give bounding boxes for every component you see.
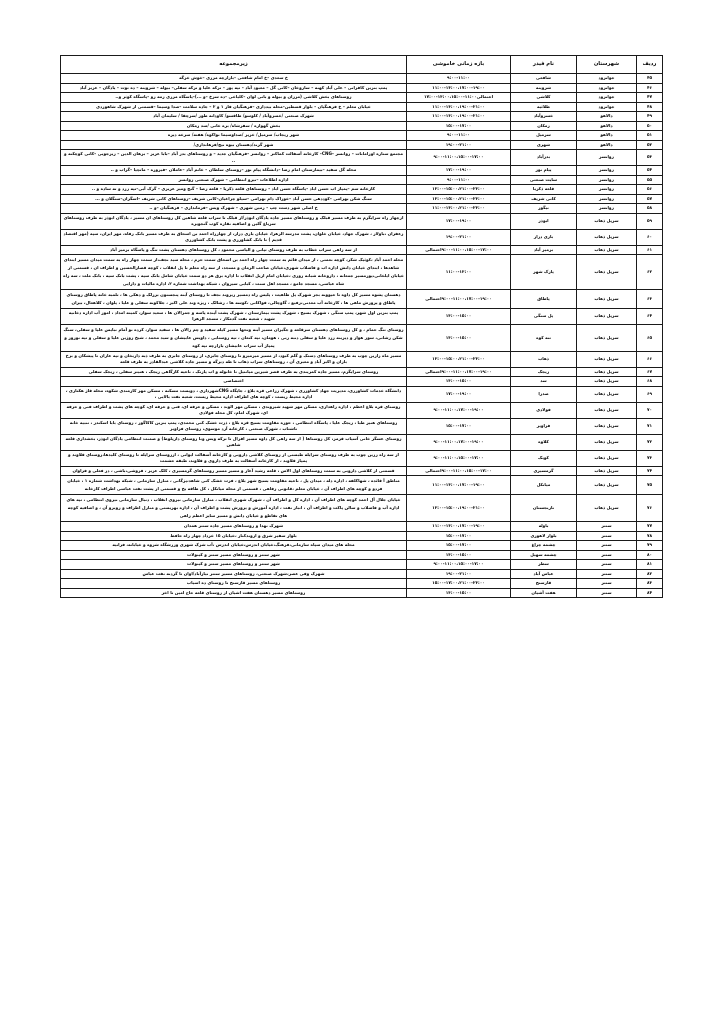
cell-subset: مسیر ماه زارین چوب به طرف روستاهای دستک و گلم کبود، از مسیر میرمیرو تا روستای جابری، از روستای جابری به طرف ذبه داربخان و تپه عاران تا پیشکان و برخ باران و اکبر آباد و معبری آن ، روستاهای سراب ذهاب تا طه دیزگه و مسیر جاده کلاشی عبدالقادر به طرف قلعه [61,351,407,367]
cell-radif: ۸۱ [637,560,663,570]
cell-shahrestan: سرپل ذهاب [577,402,637,418]
cell-radif: ۴۶ [637,83,663,93]
cell-shahrestan: سرپل ذهاب [577,324,637,351]
cell-time-range: ۱۳:۰۰-۱۵:۰۰ [407,377,511,387]
cell-radif: ۵۰ [637,121,663,131]
table-row [61,579,663,589]
cell-shahrestan: دالاهو [577,112,637,122]
cell-radif: ۷۴ [637,466,663,476]
table-row [61,102,663,112]
cell-radif: ۴۹ [637,112,663,122]
table-row [61,140,663,150]
table-row [61,367,663,377]
cell-shahrestan: سرپل ذهاب [577,377,637,387]
table-row [61,185,663,195]
table-row [61,531,663,541]
cell-radif: ۷۸ [637,531,663,541]
cell-time-range: ۱۷:۰۰-۱۹:۰۰ [407,386,511,402]
column-header-radif: ردیف [637,56,663,74]
cell-feeder-name: بازی دراز [511,229,577,245]
table-row [61,466,663,476]
cell-time-range: ۹:۰۰-۱۱:۰۰،۱۵:۰۰-۱۷:۰۰احتمالی [407,466,511,476]
cell-feeder-name: پل سنگی [511,308,577,324]
cell-radif: ۸۲ [637,569,663,579]
cell-feeder-name: صدرا [511,386,577,402]
cell-feeder-name: پیام نور [511,166,577,176]
cell-radif: ۶۱ [637,245,663,255]
cell-shahrestan: سرپل ذهاب [577,466,637,476]
cell-time-range: ۱۵:۰۰-۱۷:۰۰،۲۱:۰۰-۲۳:۰۰ [407,579,511,589]
cell-time-range: ۱۵:۰۰-۱۷:۰۰ [407,541,511,551]
cell-feeder-name: کانی شریف [511,194,577,204]
cell-shahrestan: سرپل ذهاب [577,434,637,450]
cell-radif: ۵۷ [637,194,663,204]
cell-time-range: ۱۱:۰۰-۱۳:۰۰،۱۷:۰۰-۱۹:۰۰ [407,476,511,495]
cell-time-range: ۱۱:۰۰-۱۳:۰۰،۱۷:۰۰-۱۹:۰۰ [407,522,511,532]
cell-feeder-name: باوله [511,522,577,532]
cell-shahrestan: جوانرود [577,93,637,103]
table-row [61,229,663,245]
cell-subset: شهرک نهدا و روستاهای مسیر جاده ستتر همدان [61,522,407,532]
cell-time-range: ۱۳:۰۰-۱۵:۰۰،۲۱:۰۰-۲۳:۰۰ [407,351,511,367]
cell-feeder-name: پارک شهر [511,255,577,290]
cell-feeder-name: سطر [511,560,577,570]
cell-subset: دهستان پشوه مسیر کل داوه تا حیوونه بجز شهرک پل طاهیت ، پلیس راه دمسیر ریزوند نجف تا روستای آبنه پنجستون برزلک و دهکی ها ، تلمبه خانه پاطاق روستای پاطاق و پرورش ماهی ها ، کارخانه آب معدنی،رفیع ، گاوچالی، فواکانی ،کوسه ها ، رشالک ، ریژه وند علی اکبر ، جلاکونه سفلی و علیا ، پلوان ، کلاهعال، بیران [61,289,407,308]
cell-feeder-name: کلاشی [511,93,577,103]
cell-shahrestan: جوانرود [577,102,637,112]
cell-time-range: ۱۹:۰۰-۲۱:۰۰ [407,569,511,579]
cell-time-range: ۱۵:۰۰-۱۷:۰۰ [407,531,511,541]
table-row [61,255,663,290]
table-row [61,289,663,308]
cell-shahrestan: سرپل ذهاب [577,418,637,434]
cell-subset: روستاهای مسیر دهستان هفت اشیان از روستای قلعه حاج امین تا اخر [61,588,407,598]
cell-subset: شهر ستتر و روستاهای مسیر ستتر و کینولات [61,550,407,560]
cell-feeder-name: ابوذر [511,213,577,229]
cell-shahrestan: روانسر [577,150,637,166]
cell-time-range: ۱۳:۰۰-۱۵:۰۰ [407,324,511,351]
cell-shahrestan: سرپل ذهاب [577,308,637,324]
cell-feeder-name: پاطاق [511,289,577,308]
table-row [61,569,663,579]
cell-subset: کارخانه سم –پمپاژ اب حسن اباد –پاسگاه حسن اباد – روستاهای قلعه ذکریا – قلعه رضا – گنج ومیر عزیزی – گرک آبی–تپه زرد و ته ساده و .. [61,185,407,195]
table-row [61,83,663,93]
cell-time-range: ۹:۰۰-۱۱:۰۰،۱۷:۰۰-۱۹:۰۰احتمالی [407,367,511,377]
cell-radif: ۵۵ [637,175,663,185]
cell-feeder-name: شروینه [511,83,577,93]
cell-feeder-name: فراویز [511,418,577,434]
cell-shahrestan: دالاهو [577,140,637,150]
cell-subset: روستای قره بلاغ اعظم ، اداره راهداری، مسکن مهر شهید شیروندی ، مسکن مهر الوند ، مسکن و حرفه ای، فنی و حرفه ای، کوچه های پشت و اطراف فنی و حرفه ای، شهرک امام، کل محله فولادی [61,402,407,418]
cell-feeder-name: بزمیر آباد [511,245,577,255]
cell-feeder-name: عباس آباد [511,569,577,579]
cell-radif: ۶۸ [637,377,663,387]
cell-radif: ۷۱ [637,418,663,434]
cell-feeder-name: ذهاب [511,351,577,367]
cell-shahrestan: ستتر [577,569,637,579]
table-body [61,74,663,598]
cell-radif: ۵۱ [637,131,663,141]
cell-subset: بلوار سفیر شرق و اروندکنار ،خیابان ۱۵ خرداد چهار راه حافظ [61,531,407,541]
cell-subset: روستاهای بخش کلاشی (مزران و بیوله و بانی لوان –کلیاخی –ده سرخ –و ...)–پاسگاه مرزی رمه رو –پاسگاه کوثر و.. [61,93,407,103]
cell-time-range: ۹:۰۰-۱۱:۰۰،۱۵:۰۰-۱۷:۰۰احتمالی [407,245,511,255]
cell-radif: ۵۸ [637,204,663,214]
cell-shahrestan: سرپل ذهاب [577,386,637,402]
cell-time-range: ۱۱:۰۰-۱۳:۰۰،۱۹:۰۰-۲۱:۰۰ [407,102,511,112]
cell-shahrestan: سرپل ذهاب [577,495,637,522]
cell-subset: روستاهای مسیر قارسنج تا روستای ده اسیاب [61,579,407,589]
cell-shahrestan: دالاهو [577,131,637,141]
column-header-time-range: بازه زمانی خاموشی [407,56,511,74]
cell-shahrestan: سرپل ذهاب [577,229,637,245]
cell-subset: بخش گهواره / سفرشاه/ بره خانی /سد زمکان [61,121,407,131]
table-row [61,522,663,532]
cell-time-range: ۹:۰۰-۱۱:۰۰،۱۵:۰۰-۱۷:۰۰ [407,560,511,570]
cell-time-range: ۱۷:۰۰-۱۹:۰۰ [407,213,511,229]
cell-time-range: ۹:۰۰-۱۱:۰۰،۱۵:۰۰-۱۷:۰۰ [407,150,511,166]
cell-time-range: ۹:۰۰-۱۱:۰۰،۱۵:۰۰-۱۷:۰۰ [407,450,511,466]
cell-time-range: ۱۱:۰۰-۱۳:۰۰،۱۹:۰۰-۲۱:۰۰ [407,112,511,122]
cell-subset: مناطق آ قائده ، شهاکلفه ، اداره دله ، میدان پل ، ناحیه مقاومت بسیج شهر بلاغ ، فرت خشک کنی شاهد،پژگانی ، منازل سازمانی ، شبکه بهداشت شماره ۱ ، خیابان فردو و کوچه های اطراف آن ، خیابان معلم ،قانونی رفاهی ، قسمتی از محله میانکل ، کل طاقه یخ و قسمتی از پشت نفت عباسی اطراف کارخانه [61,476,407,495]
cell-feeder-name: کلاوه [511,434,577,450]
table-row [61,541,663,551]
cell-time-range: ۱۱:۰۰-۱۳:۰۰،۱۷:۰۰-۱۹:۰۰ [407,83,511,93]
cell-radif: ۵۳ [637,150,663,166]
cell-feeder-name: هفت آشیان [511,588,577,598]
cell-shahrestan: ستتر [577,579,637,589]
cell-feeder-name: ریجک [511,367,577,377]
cell-shahrestan: سرپل ذهاب [577,351,637,367]
cell-subset: سنگ شکن بهرامی –کوددهی حسن آباد –خوراک دام بهرامی –سیلو چراغیان–کانی شریف –روستاهای کانی شریف –اسگران–سنگلان و ... [61,194,407,204]
cell-shahrestan: روانسر [577,194,637,204]
table-row [61,308,663,324]
cell-time-range: ۹:۰۰-۱۱:۰۰،۱۷:۰۰-۱۹:۰۰احتمالی [407,289,511,308]
cell-subset: مجتمع ستاره اورامانات – روانسر –CNG– کارخانه آسفالت کماکتر – روانسر –فرهنگیان جدید – و روستاهای بدر آباد –بابا عزیز – برهان الدین – زیرجویی –کانی کوچکنه و .. [61,150,407,166]
cell-time-range: ۱۷:۰۰-۱۹:۰۰ [407,166,511,176]
cell-time-range: ۹:۰۰-۱۱:۰۰،۱۷:۰۰-۱۹:۰۰ [407,402,511,418]
cell-subset: روستای سرایگرم، مسیر جاده کمربندی به طرف قصر شیرین میانتیل تا خانوله و اب پارتک ، ناحیه کارگاهی ریجک ، هنیتر سفلی ، ریجک سفلی [61,367,407,377]
table-row [61,194,663,204]
cell-subset: خیابان معلم – خ فرهنگیان – بلوار قسطین–محله بیدداری –فرهنگیان فاز ۱ و ۲ – جاده سلامت –صدا وسیما –قسمتی از شهرک شاهوردی [61,102,407,112]
cell-radif: ۷۰ [637,402,663,418]
cell-radif: ۷۹ [637,541,663,551]
column-header-feeder: نام فیدر [511,56,577,74]
cell-shahrestan: روانسر [577,185,637,195]
cell-time-range: ۱۳:۰۰-۱۵:۰۰ [407,308,511,324]
cell-shahrestan: ستتر [577,522,637,532]
cell-time-range: ۹:۰۰-۱۱:۰۰ [407,175,511,185]
cell-radif: ۴۵ [637,74,663,84]
table-row [61,450,663,466]
cell-time-range: ۱۳:۰۰-۱۵:۰۰،۲۱:۰۰-۲۳:۰۰ [407,194,511,204]
cell-subset: روستای عسگر خانی آسیاب قرمز، کل روستاها ( از سه راهی کل داوه مسیر افزال تا ترکه وبس ونا روستای دارپلوط) و ضمنت انتظامی یادگان ابوذر، بخشداری قلعه شاهین [61,434,407,450]
cell-subset: دانشگاه خدمات کشاورزی، مدیریت جهاد کشاورزی ، شهرک زراعی قره بلاغ ، جایگاه CNGشهرداری ، دویست مسکنه ، مسکن مهر کارمندی شکوه، محله قاژ هکتاری ، اداره محیط زیست ، کوچه های اطراف اداره محیط زیست، شعبه نفت بالایی ، [61,386,407,402]
cell-radif: ۸۰ [637,550,663,560]
column-header-subset: زیرمجموعه [61,56,407,74]
cell-radif: ۷۲ [637,434,663,450]
header-row [61,56,663,74]
cell-radif: ۵۲ [637,140,663,150]
cell-subset: شهر ستتر و روستاهای مسیر ستتر و کینولات [61,560,407,570]
table-row [61,121,663,131]
cell-feeder-name: فولادی [511,402,577,418]
table-row [61,150,663,166]
cell-time-range: ۱۹:۰۰-۲۱:۰۰ [407,229,511,245]
cell-radif: ۶۲ [637,255,663,290]
table-row [61,418,663,434]
table-row [61,166,663,176]
cell-shahrestan: سرپل ذهاب [577,289,637,308]
cell-feeder-name: گرمسیری [511,466,577,476]
cell-subset: محله گل سفید –بیمارستان امام رضا –دانشگاه پیام نور –روستای سلطان – خانم آباد –عاملان –فیروزه – ماتچیا –گراب و .. [61,166,407,176]
table-row [61,550,663,560]
cell-radif: ۶۶ [637,351,663,367]
cell-subset: پمپ بنزین اول شهر، پمپ سنگی ، شهرک بسیج ، شهرک پشت بیمارستان ، شهرک پشت آینده پاسه و جمرالان ها ، سعید سوار، کمیته امداد ، امور آب اداره دخانیه شهید ، شعبه نفت گدمکار ، مسجد الزهرا [61,308,407,324]
cell-time-range: ۱۹:۰۰-۲۱:۰۰ [407,140,511,150]
cell-time-range: ۱۳:۰۰-۱۵:۰۰،۲۱:۰۰-۲۳:۰۰ [407,185,511,195]
cell-shahrestan: سرپل ذهاب [577,213,637,229]
cell-time-range: احتمالی۱۱:۰۰-۱۳:۰۰،۱۵:۰۰-۱۷:۰۰ [407,93,511,103]
cell-feeder-name: میانکل [511,476,577,495]
cell-feeder-name: تنه کوه [511,324,577,351]
cell-feeder-name: طلائیه [511,102,577,112]
cell-feeder-name: کوبک [511,450,577,466]
table-row [61,495,663,522]
cell-radif: ۵۹ [637,213,663,229]
cell-radif: ۴۷ [637,93,663,103]
cell-radif: ۷۵ [637,476,663,495]
cell-subset: محله های میدان سپاه سازمانی،فرهنگ،خیابان اندرس،خیابان اندرس ،آب شرک شهری ورزشگاه شروه و خیابانه، فرانیه [61,541,407,551]
cell-shahrestan: سرپل ذهاب [577,450,637,466]
cell-feeder-name: چشمه سهیل [511,550,577,560]
cell-time-range: ۱۱:۰۰-۱۳:۰۰،۲۱:۰۰-۲۳:۰۰ [407,204,511,214]
table-row [61,377,663,387]
cell-subset: شهرک صنعتی /خسروآباد / کلوسو/ طاقسو/ کاودانه طور /سرچقا / سلیمان آباد [61,112,407,122]
cell-radif: ۶۹ [637,386,663,402]
cell-time-range: ۱۳:۰۰-۱۵:۰۰،۱۹:۰۰-۲۱:۰۰ [407,495,511,522]
table-row [61,351,663,367]
cell-shahrestan: ستتر [577,588,637,598]
cell-feeder-name: چشمه چراغ [511,541,577,551]
table-row [61,434,663,450]
cell-radif: ۶۴ [637,308,663,324]
cell-shahrestan: ستتر [577,541,637,551]
table-row [61,386,663,402]
cell-subset: شهر گرند/دهستان بیوه نیج/فرهانداری/ [61,140,407,150]
cell-shahrestan: جوانرود [577,74,637,84]
cell-radif: ۶۰ [637,229,663,245]
cell-time-range: ۱۳:۰۰-۱۵:۰۰ [407,588,511,598]
cell-radif: ۷۳ [637,450,663,466]
cell-feeder-name: شهری [511,140,577,150]
cell-radif: ۵۶ [637,185,663,195]
cell-shahrestan: سرپل ذهاب [577,255,637,290]
cell-feeder-name: سد [511,377,577,387]
table-row [61,112,663,122]
cell-radif: ۷۷ [637,522,663,532]
cell-feeder-name: بلوار لاهوری [511,531,577,541]
cell-shahrestan: روانسر [577,204,637,214]
cell-time-range: ۹:۰۰-۱۱:۰۰ [407,74,511,84]
table-row [61,402,663,418]
cell-time-range: ۱۵:۰۰-۱۷:۰۰ [407,418,511,434]
cell-time-range: ۱۵:۰۰-۱۷:۰۰ [407,121,511,131]
table-row [61,74,663,84]
cell-feeder-name: قلعه ذکریا [511,185,577,195]
cell-subset: شهرک وفی عصر،شهرک صنعتی، روستاهای مسیر ستتر نیازآباد/اوان تا گردنه نفت عباس [61,569,407,579]
cell-feeder-name: سایت صنعتی [511,175,577,185]
cell-time-range: ۹:۰۰-۱۱:۰۰ [407,131,511,141]
table-row [61,131,663,141]
cell-shahrestan: جوانرود [577,83,637,93]
cell-subset: از سه راهی سراب خطاب به طرف روستای تپانی و الیاسی محمود ، کل روستاهای دهستان پشت تنگ و پاسگاه بزمیر آباد [61,245,407,255]
table-row [61,93,663,103]
cell-feeder-name: زمکان [511,121,577,131]
cell-subset: محله احمد آباد ،کوئیک شکر، کوچه نعمتی ، از میدان قائم به سمت چهار راه احمد بن اسحاق سمت حرم ، محله سید نجف،از سمت چهار راه به سمت میدان مسیر ابتدای شاهدها ، ابتدای خیابان دانش اداره اب و فاضلاب شهری،خیابان صاحب الزمان و مسجد، از سه راه معلم تا پل انقلاب ، کوچه قصارالحسین و اطراف ان ، قسمتی از خیابان ایلخانی،پورمسیر جمعانه ، داروخانه شبانه روزی ،خیابان امام ازیل انقلاب تا اداره برق هر دو سمت خیابان شامل بانک سپه ، پشت بانک سپه ، بانک ملت ، سه راه شاه عباسی، مسجد جامع ، مسجد اهل سنت ، کبابی سیروان ، شبکه بهداشت شماره ۲، اداره مالیات و دارایی [61,255,407,290]
cell-subset: ازچهار راه سرایگرم به طرف مسیر قبلک و روستاهای مسیر جاده یادگان ابوذر/از قبلک تا سراب قلعه شاهین کل روستاهای ان مسیر ، یادگان ابوذر به طرف روستاهای سرباغ گلین و اضافیه نقاره کوب گنجویره [61,213,407,229]
cell-feeder-name: شافعی [511,74,577,84]
table-row [61,245,663,255]
cell-radif: ۸۴ [637,588,663,598]
cell-feeder-name: نارنجستان [511,495,577,522]
cell-subset: خ سعدی –خ امام شافعی –بازارچه مرزی –خوش خرگه [61,74,407,84]
table-row [61,175,663,185]
cell-subset: زعفران ،باولار ، شهرک جهاد، خیابان خلوان، پشت مدرسه الزهرا، خیابان بازی دراز، از چهارراه احمد بن اسحاق به طرف مسیر بانک رفاه، مهر ایران، سپه (مهر اقتصاد قدیم ) تا بانک کشاورزی و پشت بانک کشاورزی [61,229,407,245]
cell-radif: ۶۳ [637,289,663,308]
table-row [61,213,663,229]
cell-shahrestan: روانسر [577,166,637,176]
cell-shahrestan: سرپل ذهاب [577,245,637,255]
cell-radif: ۴۸ [637,102,663,112]
cell-subset: شهر ریجاب/ سرمیل/ خرپر /صداوسیما نواکوه/ هفته/ سرخه دیزه [61,131,407,141]
cell-radif: ۷۶ [637,495,663,522]
table-row [61,476,663,495]
cell-shahrestan: سرپل ذهاب [577,367,637,377]
cell-shahrestan: ستتر [577,560,637,570]
cell-shahrestan: سرپل ذهاب [577,476,637,495]
cell-subset: پمپ بنزین کافرانی – علی آباد کهنه – ساروخان –کانی گل – معبود آباد – تپه پور – ترکه علیا و ترکه سفلی– بیوله – شروینه – ده توت – یادگان – عزیز آباد [61,83,407,93]
cell-shahrestan: دالاهو [577,121,637,131]
cell-radif: ۶۵ [637,324,663,351]
cell-time-range: ۹:۰۰-۱۱:۰۰،۱۷:۰۰-۱۹:۰۰ [407,434,511,450]
cell-subset: خیابان جلال آل احمد کوچه های اطراف آن ، اداره کل و اطراف آن ، شهرک شهری انقلاب ، منازل سازمانی نیروی انقلاب ، دنبال سازمانی نیروی انتظامی ، تپه های اداره آب و فاضلاب و سالن پاکت و اطراف آن ، انبار نفت ، اداره آموزش و پرورش پشت و اطراف آن ، اداره بهزیستی و منازل اطراف و روبرو آن ، و اضافیه کوچه های تقاطع و خیابان دانش و مسیر سایر اعظم راهی [61,495,407,522]
cell-radif: ۵۴ [637,166,663,176]
cell-subset: اختصاصی [61,377,407,387]
cell-time-range: ۱۳:۰۰-۱۵:۰۰ [407,550,511,560]
cell-subset: قسمتی از کلاشی داروبی به سمت روستاهای اول الاس ، قلعه رشید آغاز و مسیر مسیر روستاهای گرمسیری ، کلک عزیز ، فروشی،باشی ، در فعلی و فراوان [61,466,407,476]
cell-shahrestan: ستتر [577,531,637,541]
cell-time-range: ۱۱:۰۰-۱۳:۰۰ [407,255,511,290]
cell-subset: خ اصلی شهر دست چپ – زمین شهری – شهرک وبس –فرمانداری – فرهنگیان –و .. [61,204,407,214]
cell-radif: ۶۷ [637,367,663,377]
cell-shahrestan: ستتر [577,550,637,560]
cell-subset: روستای تنگ حمام ، و کل روستاهای دهستان سرقلعه و جگیران مسیر آبنه وتحها مسیر کیله سفید و چم زالان ها ، سفید سوار، کرده نو آمام نبایس علیا و سفلی، سنگ شکن رشانی، سور هوار و دیرینه زرد علیا و سفلی دنبه رنی ، هومان، تپه کنعان ، تپه روستایی ، داویس عابیشان و سید محمد ، شیخ روژین علیا و سفلی و تپه نوروز و پمپاژ آب سراب عابیشان بازارچه تپه کوه [61,324,407,351]
cell-radif: ۸۳ [637,579,663,589]
cell-feeder-name: بدرآباد [511,150,577,166]
cell-subset: اداره اطلاعات –نیرو انتظامی – شهرک صنعتی روانسر [61,175,407,185]
table-header [61,56,663,74]
column-header-shahrestan: شهرستان [577,56,637,74]
cell-feeder-name: قارسنج [511,579,577,589]
cell-shahrestan: روانسر [577,175,637,185]
cell-feeder-name: نیگور [511,204,577,214]
cell-feeder-name: خسروآباد [511,112,577,122]
table-row [61,324,663,351]
cell-subset: روستاهای هنیر طبا ، ریجک علیا ، پاسگاه انتظامی ، حوزه مقاومت بسیج قره بلاغ ، ذرت خشک کنی محمدی، پمپ بنزین کاکاگور ، روستای بابا اسکندر ، تنبیه خانه ناشتاب ، شهرک صنعتی ، کارخانه آرد موسوی، روستای فراویز [61,418,407,434]
table-row [61,588,663,598]
cell-feeder-name: سرمیل [511,131,577,141]
cell-subset: از سه راه زرین چوب به طرف روستای سرایله طبستی از روستای کلاشی داروبی و کارخانه آسفالت ایوانی ، ازروستای سرایله تا روستای کلیدها،روستای قلاوند و پمپاژ قلاوند ، از کارخانه آسفالت به طرف داروی و قلاوند، طبقه حشمت [61,450,407,466]
outage-schedule-table [60,55,663,598]
table-row [61,204,663,214]
table-row [61,560,663,570]
